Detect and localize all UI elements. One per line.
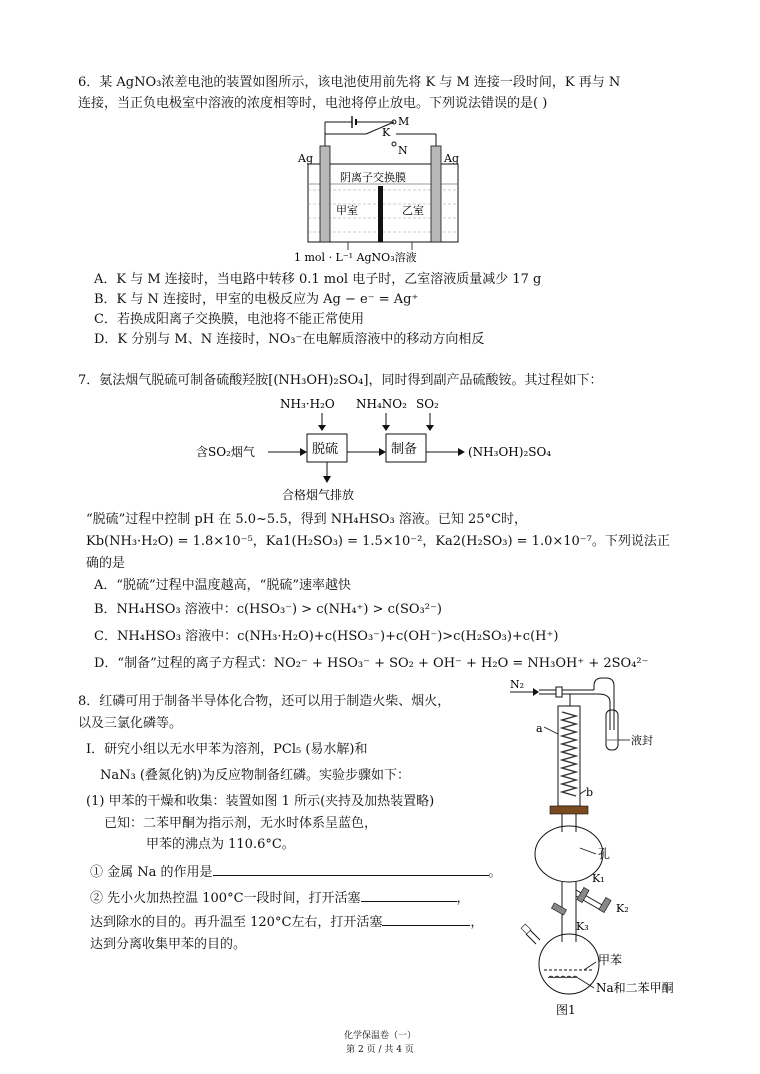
valve-k2 [599,897,611,912]
q6-option-c: C．若换成阳离子交换膜，电池将不能正常使用 [94,312,364,327]
solution-label: 1 mol · L⁻¹ AgNO₃溶液 [294,251,417,264]
inlet-a-label: a [536,722,543,735]
q8-sub2-text-b: 达到除水的目的。再升温至 120°C左右，打开活塞 [90,915,383,930]
q7-option-c: C．NH₄HSO₃ 溶液中：c(NH₃·H₂O)+c(HSO₃⁻)+c(OH⁻)>c(H₂SO₃)+c(H⁺) [94,629,559,644]
reagents-label: Na和二苯甲酮 [596,981,674,995]
q7-text-line2: Kb(NH₃·H₂O) = 1.8×10⁻⁵，Ka1(H₂SO₃) = 1.5×10⁻²，Ka2(H₂SO₃) = 1.0×10⁻⁷。下列说法正 [86,534,670,549]
q6-stem-line1: 6．某 AgNO₃浓差电池的装置如图所示，该电池使用前先将 K 与 M 连接一段时间，K 再与 N [78,75,621,90]
answer-blank-2[interactable] [361,887,457,902]
q7-text-line3: 确的是 [86,556,126,571]
svg-text:脱硫: 脱硫 [312,442,339,457]
q8-line2: 以及三氯化磷等。 [78,716,183,731]
hole-label: 孔 [598,847,611,861]
q6-option-d: D．K 分别与 M、N 连接时，NO₃⁻在电解质溶液中的移动方向相反 [94,332,485,347]
liquid-seal-tube [606,710,618,750]
flow-input-nh4no2: NH₄NO₂ [356,397,407,411]
chamber-left-label: 甲室 [336,204,358,217]
sodium-granules [548,976,578,978]
terminal-m-label: M [398,115,410,128]
q8-sub2a: ② 先小火加热控温 100°C一段时间，打开活塞 ， [90,887,470,909]
q8-line6: 已知：二苯甲酮为指示剂，无水时体系呈蓝色， [104,816,378,831]
q7-flow-diagram [190,392,580,504]
anion-exchange-membrane [378,186,383,242]
q8-line5: (1) 甲苯的干燥和收集：装置如图 1 所示(夹持及加热装置略) [86,794,435,809]
lower-flask [539,934,599,994]
answer-blank-1[interactable] [213,861,489,876]
q8-line1: 8．红磷可用于制备半导体化合物，还可以用于制造火柴、烟火， [78,694,451,709]
flow-feed-gas: 含SO₂烟气 [196,445,255,459]
q6-battery-diagram [292,110,482,270]
q8-sub2c: 达到分离收集甲苯的目的。 [90,937,247,952]
valve-k3-label: K₃ [576,920,589,933]
q7-stem-line1: 7．氨法烟气脱硫可制备硫酸羟胺[(NH₃OH)₂SO₄]，同时得到副产品硫酸铵。其过程如下： [78,373,603,388]
right-ag-electrode [431,146,441,242]
q8-line3: I．研究小组以无水甲苯为溶剂，PCl₅ (易水解)和 [86,742,368,757]
liquid-seal-label: 液封 [631,734,653,747]
q8-sub2-text-a: ② 先小火加热控温 100°C一段时间，打开活塞 [90,891,361,906]
footer-page: 第 2 页 / 共 4 页 [346,1045,414,1055]
flow-input-so2: SO₂ [416,397,439,411]
valve-k2-label: K₂ [616,902,629,915]
q7-text-line1: “脱硫”过程中控制 pH 在 5.0~5.5，得到 NH₄HSO₃ 溶液。已知 25°C时， [86,512,528,527]
figure-1-distillation-apparatus [506,672,696,1020]
q7-option-a: A．“脱硫”过程中温度越高，“脱硫”速率越快 [94,578,351,593]
q8-sub1: ① 金属 Na 的作用是 。 [90,861,502,883]
flow-exhaust: 合格烟气排放 [282,488,355,502]
q7-option-d: D．“制备”过程的离子方程式：NO₂⁻ + HSO₃⁻ + SO₂ + OH⁻ + H₂O = NH₃OH⁺ + 2SO₄²⁻ [94,656,649,671]
flow-product: (NH₃OH)₂SO₄ [468,445,552,459]
q6-option-b: B．K 与 N 连接时，甲室的电极反应为 Ag − e⁻ = Ag⁺ [94,292,419,307]
valve-k3 [551,903,566,915]
svg-text:制备: 制备 [391,442,418,457]
membrane-label: 阴离子交换膜 [340,171,406,184]
condenser-coil [562,712,576,796]
toluene-label: 甲苯 [598,953,623,967]
valve-k1-label: K₁ [592,872,605,885]
q8-sub2b: 达到除水的目的。再升温至 120°C左右，打开活塞 ， [90,911,483,933]
valve-k1 [577,887,589,902]
answer-blank-3[interactable] [382,911,470,926]
flow-input-ammonia: NH₃·H₂O [280,397,335,411]
left-electrode-label: Ag [298,152,313,165]
footer-title: 化学保温卷（一） [343,1031,416,1041]
chamber-right-label: 乙室 [402,204,424,217]
left-ag-electrode [320,146,330,242]
terminal-n-label: N [398,144,408,157]
outlet-b-label: b [586,786,594,799]
q7-option-b: B．NH₄HSO₃ 溶液中：c(HSO₃⁻) > c(NH₄⁺) > c(SO₃²⁻) [94,602,442,617]
n2-label: N₂ [510,678,525,691]
q6-option-a: A．K 与 M 连接时，当电路中转移 0.1 mol 电子时，乙室溶液质量减少 17 g [94,272,542,287]
q8-line7: 甲苯的沸点为 110.6°C。 [146,837,295,852]
q8-sub1-text: ① 金属 Na 的作用是 [90,865,213,880]
switch-k-label: K [382,126,391,139]
figure-caption: 图1 [556,1003,576,1017]
q8-line4: NaN₃ (叠氮化钠)为反应物制备红磷。实验步骤如下： [100,768,410,783]
q6-stem-line2: 连接，当正负电极室中溶液的浓度相等时，电池将停止放电。下列说法错误的是( ) [78,96,548,111]
right-electrode-label: Ag [444,152,459,165]
